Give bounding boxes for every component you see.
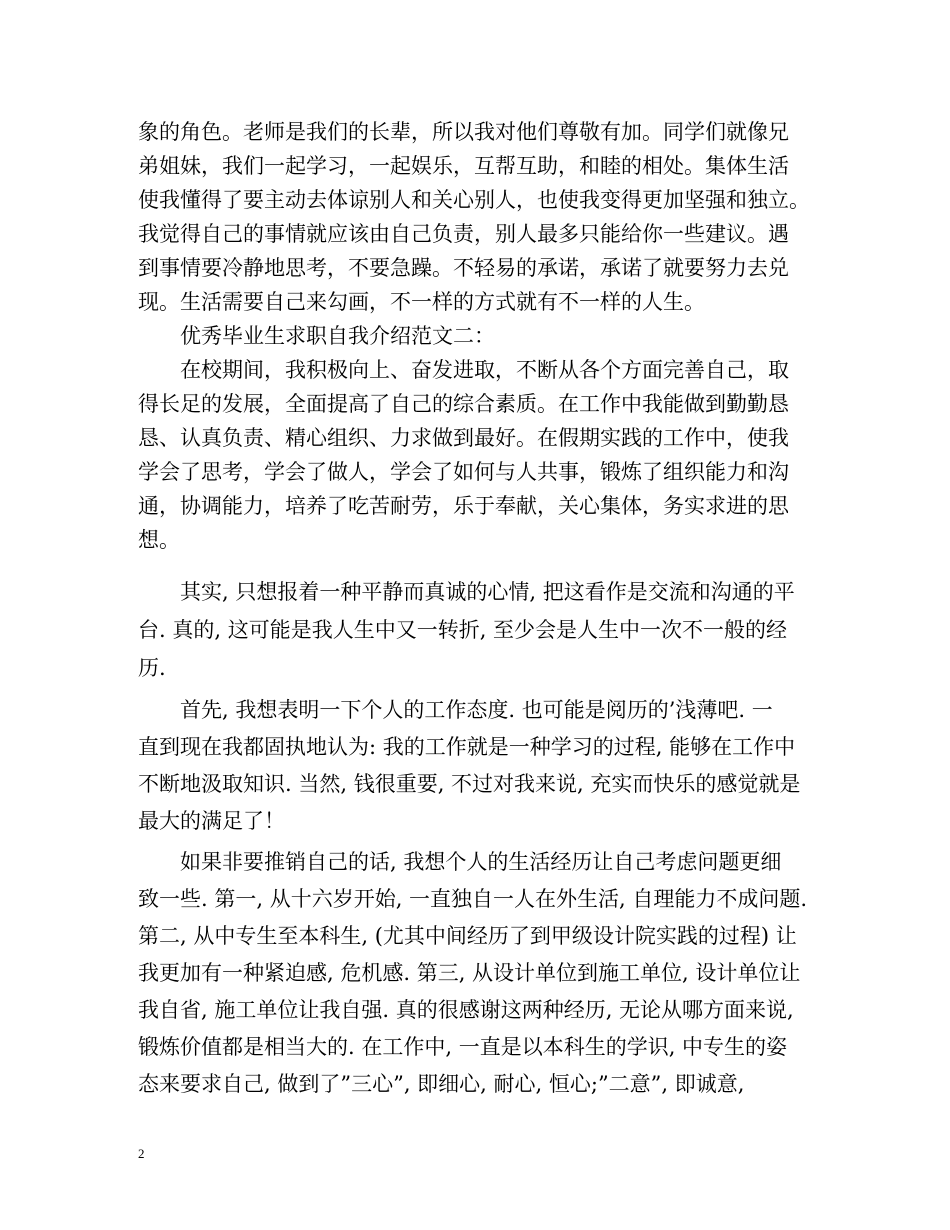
paragraph-5-line-3: 不断地汲取知识. 当然, 钱很重要, 不过对我来说, 充实而快乐的感觉就是 (138, 772, 801, 796)
paragraph-3-line-3: 恳、认真负责、精心组织、力求做到最好。在假期实践的工作中，使我 (138, 426, 789, 450)
paragraph-5-line-4: 最大的满足了！ (138, 809, 285, 833)
paragraph-5-line-2: 直到现在我都固执地认为: 我的工作就是一种学习的过程, 能够在工作中 (138, 735, 796, 759)
paragraph-1-line-1: 象的角色。老师是我们的长辈，所以我对他们尊敬有加。同学们就像兄 (138, 120, 789, 144)
paragraph-4-line-3: 历. (138, 656, 166, 680)
paragraph-6-line-5: 我自省, 施工单位让我自强. 真的很感谢这两种经历, 无论从哪方面来说, (138, 998, 794, 1022)
paragraph-4-line-2: 台. 真的, 这可能是我人生中又一转折, 至少会是人生中一次不一般的经 (138, 618, 788, 642)
paragraph-6-line-2: 致一些. 第一, 从十六岁开始, 一直独自一人在外生活, 自理能力不成问题. (138, 887, 808, 911)
paragraph-1-line-5: 到事情要冷静地思考，不要急躁。不轻易的承诺，承诺了就要努力去兑 (138, 256, 789, 280)
page-number: 2 (138, 1146, 145, 1161)
paragraph-1-line-2: 弟姐妹，我们一起学习，一起娱乐，互帮互助，和睦的相处。集体生活 (138, 154, 789, 178)
section-heading: 优秀毕业生求职自我介绍范文二： (180, 324, 495, 348)
paragraph-5-line-1: 首先, 我想表明一下个人的工作态度. 也可能是阅历的’浅薄吧. 一 (180, 698, 773, 722)
paragraph-6-line-4: 我更加有一种紧迫感, 危机感. 第三, 从设计单位到施工单位, 设计单位让 (138, 961, 801, 985)
paragraph-3-line-6: 想。 (138, 528, 180, 552)
paragraph-3-line-5: 通，协调能力，培养了吃苦耐劳，乐于奉献，关心集体，务实求进的思 (138, 494, 789, 518)
paragraph-6-line-7: 态来要求自己, 做到了”三心”, 即细心, 耐心, 恒心;”二意”, 即诚意, (138, 1072, 745, 1096)
paragraph-3-line-1: 在校期间，我积极向上、奋发进取，不断从各个方面完善自己，取 (180, 358, 789, 382)
paragraph-3-line-2: 得长足的发展，全面提高了自己的综合素质。在工作中我能做到勤勤恳 (138, 392, 789, 416)
paragraph-3-line-4: 学会了思考，学会了做人，学会了如何与人共事，锻炼了组织能力和沟 (138, 460, 789, 484)
paragraph-4-line-1: 其实, 只想报着一种平静而真诚的心情, 把这看作是交流和沟通的平 (180, 580, 795, 604)
paragraph-6-line-3: 第二, 从中专生至本科生, (尤其中间经历了到甲级设计院实践的过程) 让 (138, 924, 797, 948)
paragraph-1-line-6: 现。生活需要自己来勾画，不一样的方式就有不一样的人生。 (138, 290, 705, 314)
paragraph-6-line-6: 锻炼价值都是相当大的. 在工作中, 一直是以本科生的学识, 中专生的姿 (138, 1035, 788, 1059)
paragraph-1-line-3: 使我懂得了要主动去体谅别人和关心别人，也使我变得更加坚强和独立。 (138, 188, 810, 212)
paragraph-6-line-1: 如果非要推销自己的话, 我想个人的生活经历让自己考虑问题更细 (180, 850, 782, 874)
paragraph-1-line-4: 我觉得自己的事情就应该由自己负责，别人最多只能给你一些建议。遇 (138, 222, 789, 246)
